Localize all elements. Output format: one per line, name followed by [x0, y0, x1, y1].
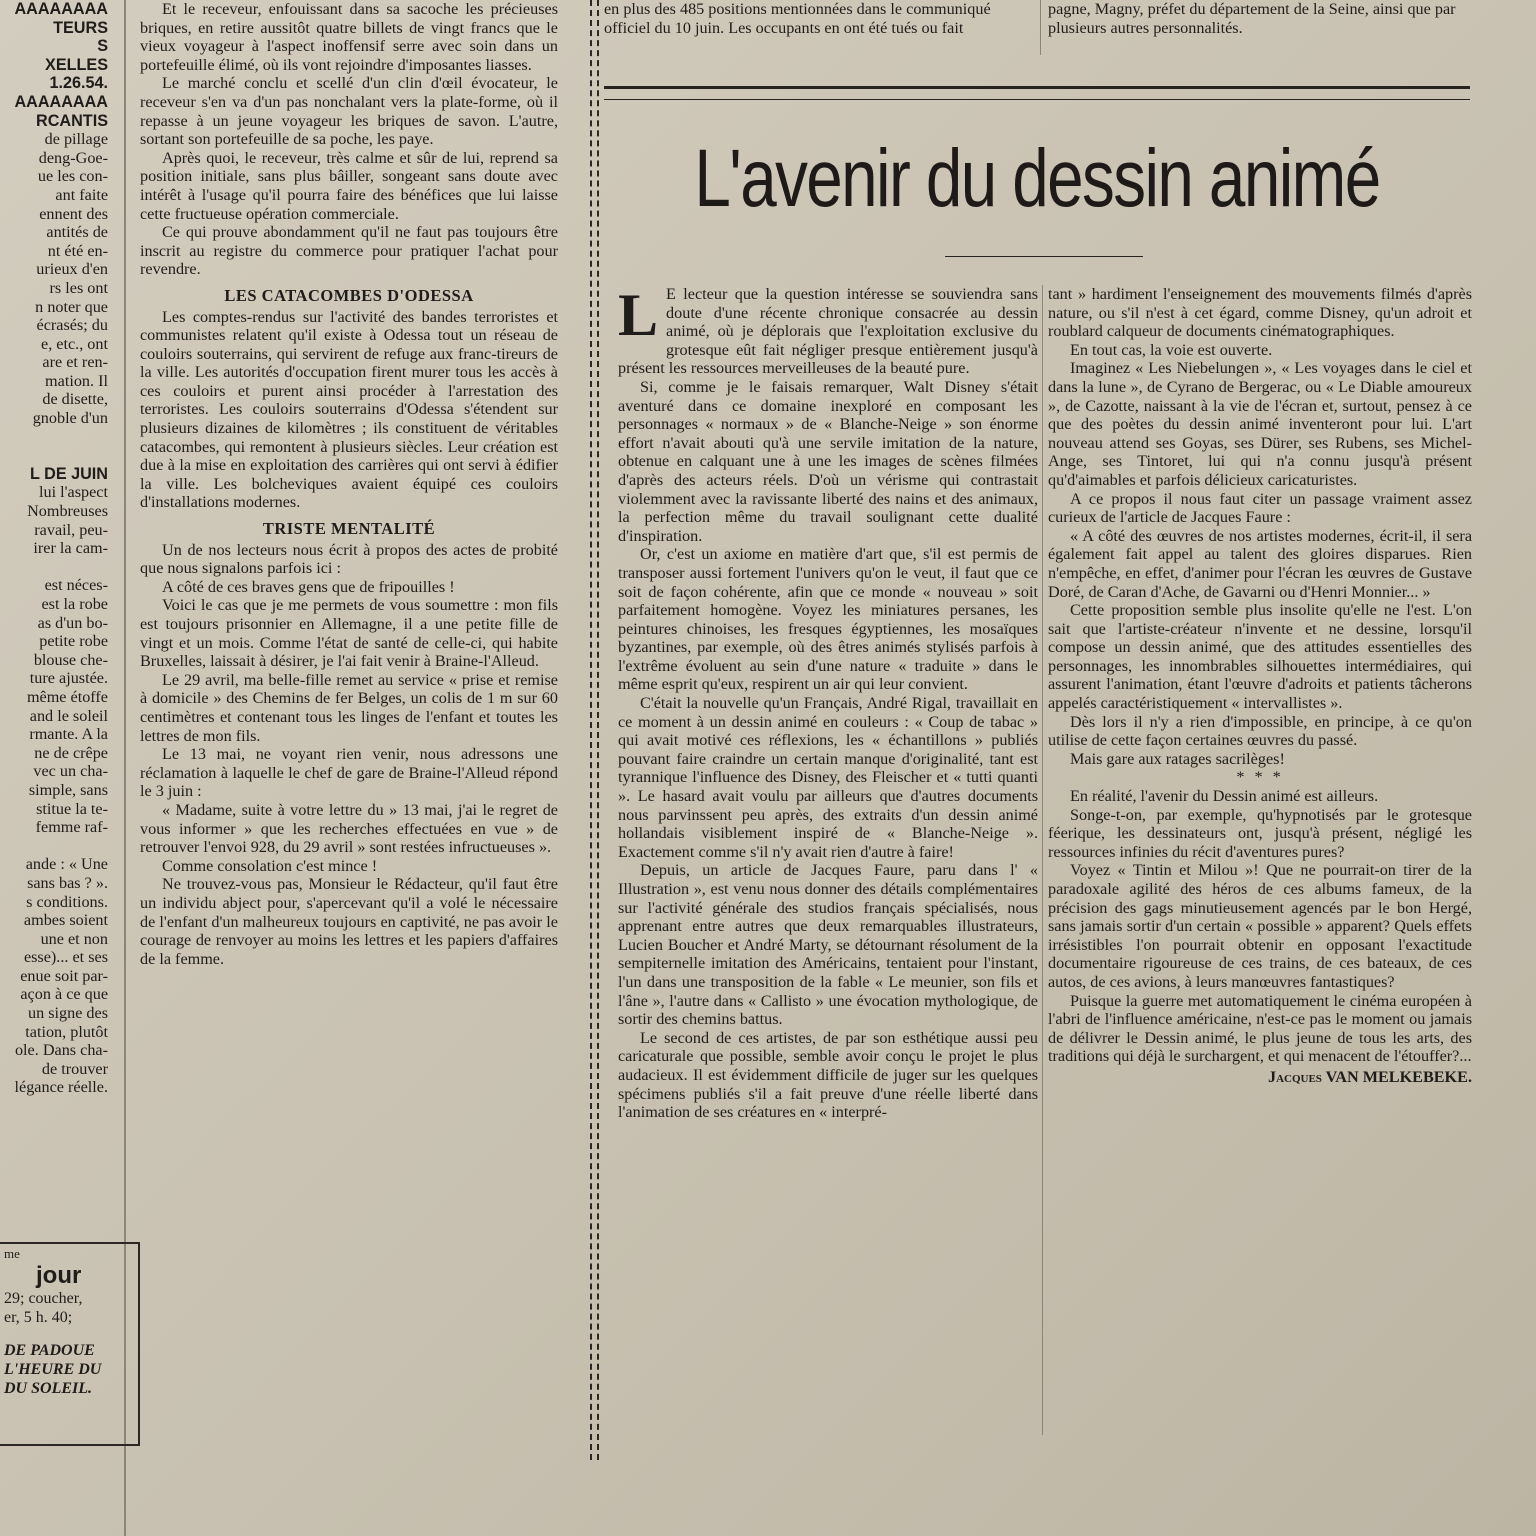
left-column-line: de pillage — [44, 130, 108, 149]
paragraph: A côté de ces braves gens que de fripouilles ! — [162, 577, 455, 596]
heading-triste-mentalite: TRISTE MENTALITÉ — [262, 519, 436, 539]
article-paragraph: C'était la nouvelle qu'un Français, André Rigal, travaillait en ce moment à un dessin animé en couleurs : « Coup de tabac » qui avait motivé ces réflexions, les « échantillons » publiés pouvant faire craindre un certain manque d'originalité, tant est tyrannique l'influence des Disney, des Fleischer et « tutti quanti ». Le hasard avait voulu par ailleurs que d'autres documents nous parvinssent peu après, des extraits d'un dessin animé hollandais visiblement inspiré de « Blanche-Neige ». Exactement comme s'il n'y avait rien d'autre à faire! — [618, 694, 1038, 861]
paragraph: « Madame, suite à votre lettre du » 13 mai, j'ai le regret de vous informer » que les recherches effectuées en vue » de retrouver l'envoi 928, du 29 avril » sont restées infructueuses ». — [140, 800, 558, 857]
left-column-line: est néces- — [44, 576, 108, 595]
left-column-line: Nombreuses — [27, 502, 108, 521]
top-fragment-center-text: en plus des 485 positions mentionnées dans le communiqué officiel du 10 juin. Les occupants en ont été tués ou fait — [604, 0, 991, 37]
article-paragraph: Or, c'est un axiome en matière d'art que, s'il est permis de transposer aussi fortement l'univers qu'on le veut, il faut que ce soit de façon cohérente, afin que ce monde « nouveau » soit parfaitement homogène. Voyez les miniatures persanes, les peintures chinoises, les fresques égyptiennes, les mosaïques byzantines, par exemple, où des êtres animés stylisés parfois à l'extrême évoluent au sein d'une nature « traduite » dans le même esprit qu'eux, respirent un air qui leur convient. — [618, 545, 1038, 694]
paragraph: Le 29 avril, ma belle-fille remet au service « prise et remise à domicile » des Chemins de fer Belges, un colis de 1 m sur 60 centimètres et contenant tous les linges de l'enfant et toutes les lettres de mon fils. — [140, 670, 558, 745]
article-paragraph: Mais gare aux ratages sacrilèges! — [1070, 749, 1285, 768]
paragraph: Un de nos lecteurs nous écrit à propos des actes de probité que nous signalons parfois ici : — [140, 540, 558, 578]
article-paragraph: Imaginez « Les Niebelungen », « Les voyages dans le ciel et dans la lune », de Cyrano de Bergerac, ou « Le Diable amoureux », de Cazotte, naissant à la vie de l'écran et, surtout, pensez à ce que des poètes du dessin animé inventeront pour lui. L'art nouveau attend ses Goyas, ses Dürer, ses Rubens, ses Michel-Ange, ses Tintoret, lui qui n'a connu jusqu'à présent qu'd'aimables et parfois délicieux caricaturistes. — [1048, 359, 1472, 489]
article-paragraph: Le second de ces artistes, de par son esthétique aussi peu caricaturale que possible, semble avoir conçu le projet le plus audacieux. Il est évidemment difficile de juger sur les quelques spécimens publiés s'il a fait preuve d'une réelle liberté dans l'animation de ses créatures en « interpré- — [618, 1028, 1038, 1122]
article-paragraph: Depuis, un article de Jacques Faure, paru dans l' « Illustration », est venu nous donner des détails complémentaires sur l'activité générale des studios français spécialisés, nous apprenant entre autres que deux remarquables illustrateurs, Lucien Boucher et André Marty, se détournant résolument de la sempiternelle imitation des Américains, tentaient pour l'instant, l'un dans une transposition de la fable « Le meunier, son fils et l'âne », l'autre dans « Callisto » une évocation mythologique, de sortir des chemins battus. — [618, 861, 1038, 1029]
paragraph: Après quoi, le receveur, très calme et sûr de lui, reprend sa position initiale, sans plus bâiller, songeant sans doute avec intérêt à l'usage qu'il pourra faire des bénéfices que lui laisse cette fructueuse opération commerciale. — [140, 148, 558, 223]
left-column-line — [0, 446, 108, 465]
left-column-line: deng-Goe- — [38, 148, 108, 167]
article-paragraph: tant » hardiment l'enseignement des mouvements filmés d'après nature, ou s'il n'est à cet égard, comme Disney, qu'un adroit et roublard calqueur de documents cinématographiques. — [1048, 285, 1472, 341]
article-paragraph: En réalité, l'avenir du Dessin animé est ailleurs. — [1070, 787, 1379, 806]
left-column-line: stitue la te- — [36, 799, 108, 818]
paragraph: Comme consolation c'est mince ! — [162, 856, 378, 875]
left-column-line: écrasés; du — [36, 316, 108, 335]
left-column-line: ture ajustée. — [29, 669, 108, 688]
article-paragraph: Songe-t-on, par exemple, qu'hypnotisés par le grotesque féerique, les dessinateurs ont, jusqu'à présent, négligé les ressources infinies du récit d'aventures pures? — [1048, 805, 1472, 861]
left-column-line: est la robe — [41, 595, 108, 613]
paragraph: Ce qui prouve abondamment qu'il ne faut pas toujours être inscrit au registre du commerce pour pratiquer l'achat pour revendre. — [140, 223, 558, 279]
left-column-line: nt été en- — [47, 241, 108, 260]
left-column-line — [0, 428, 108, 447]
left-column-line: un signe des — [27, 1004, 108, 1023]
author-signature: Jacques VAN MELKEBEKE. — [1267, 1067, 1472, 1086]
left-column-line: ravail, peu- — [34, 520, 108, 539]
left-column-line: gnoble d'un — [32, 409, 108, 428]
left-column-line: L DE JUIN — [30, 464, 108, 483]
left-column-line: tation, plutôt — [25, 1022, 108, 1041]
left-column-line: and le soleil — [29, 706, 108, 725]
article-paragraph: Voyez « Tintin et Milou »! Que ne pourrait-on tirer de la paradoxale agilité des héros de ces albums fameux, de la précision des gags minutieusement agencés par le bon Hergé, sans jamais sortir d'un certain « possible » apparent? Quels effets irrésistibles l'on pourrait obtenir en opposant l'exactitude documentaire rigoureuse de ces trains, de ces bateaux, de ces autos, de ces avions, à leurs manœuvres fantastiques? — [1048, 861, 1472, 991]
left-column-line: ennent des — [39, 204, 108, 223]
headline-underline — [945, 256, 1143, 257]
paragraph: Les comptes-rendus sur l'activité des bandes terroristes et communistes relatent qu'il existe à Odessa tout un réseau de couloirs souterrains, qui servirent de refuge aux franc-tireurs de la ville. Les autorités d'occupation firent murer tous les accès à ces couloirs et purent ainsi procéder à l'arrestation des terroristes. Les couloirs souterrains d'Odessa s'étendent sur plusieurs dizaines de kilomètres ; ils constituent de véritables catacombes, qui remontent à plusieurs siècles. Leur création est due à la mise en exploitation des carrières qui ont servi à édifier la ville. Les bolcheviques avaient équipé ces couloirs d'installations modernes. — [140, 307, 558, 512]
almanac-box — [0, 1242, 140, 1446]
briefs-part-3 — [140, 541, 558, 969]
box-jour: jour — [36, 1262, 82, 1289]
briefs-part-1 — [140, 0, 558, 279]
left-column-line: ande : « Une — [25, 855, 108, 874]
paragraph: Et le receveur, enfouissant dans sa sacoche les précieuses briques, en retire aussitôt quatre billets de vingt francs que le vieux voyageur à l'aspect inoffensif serre avec soin dans un portefeuille élimé, où ils vont rejoindre d'imposantes liasses. — [140, 0, 558, 74]
article-column-1 — [618, 282, 1038, 1122]
column-rule-article — [1042, 285, 1043, 1435]
left-column-line: are et ren- — [42, 353, 108, 372]
article-paragraph: Si, comme je le faisais remarquer, Walt Disney s'était aventuré dans ce domaine inexploré en composant les personnages « normaux » de « Blanche-Neige » son énorme effort n'avait abouti qu'à une servile imitation de la nature, obtenue en calquant une à une les images de scènes filmées d'après des acteurs réels. D'où un vérisme qui contrastait violemment avec la ravissante liberté des nains et des animaux, la perfection même du travail soulignant cette dualité d'inspiration. — [618, 377, 1038, 545]
article-paragraph: Dès lors il n'y a rien d'impossible, en principe, à ce qu'on utilise de cette façon certaines œuvres du passé. — [1048, 712, 1472, 750]
left-column-line: vec un cha- — [33, 762, 108, 781]
left-column-line: même étoffe — [26, 687, 108, 706]
paragraph: Le 13 mai, ne voyant rien venir, nous adressons une réclamation à laquelle le chef de gare de Braine-l'Alleud répond le 3 juin : — [140, 745, 558, 801]
box-line-6: DU SOLEIL. — [4, 1380, 93, 1397]
left-column-line: une et non — [40, 929, 108, 948]
left-column-line: as d'un bo- — [37, 613, 108, 632]
ornamental-column-rule-a — [590, 0, 595, 1460]
left-column-line: AAAAAAAA — [14, 92, 108, 111]
left-column-line: simple, sans — [28, 780, 108, 799]
paragraph: Le marché conclu et scellé d'un clin d'œil évocateur, le receveur s'en va d'un pas nonchalant vers la plate-forme, où il repasse à un jeune voyageur les briques de savon. L'autre, sortant son portefeuille de sa poche, les paye. — [140, 74, 558, 149]
left-column-line: rs les ont — [49, 278, 108, 297]
drop-cap: L — [618, 282, 659, 348]
left-column-line: irer la cam- — [33, 539, 108, 558]
left-column-line: légance réelle. — [14, 1078, 108, 1097]
article-paragraph: E lecteur que la question intéresse se souviendra sans doute d'une récente chronique consacrée au dessin animé, où je déplorais que l'exploitation exclusive du grotesque eût fait négliger presque entièrement jusqu'à présent les ressources merveilleuses de la beauté pure. — [618, 285, 1038, 378]
left-column-line: 1.26.54. — [49, 74, 108, 93]
box-line-1: me — [4, 1246, 20, 1261]
article-top-rule — [604, 86, 1470, 100]
top-fragment-center — [604, 0, 1034, 37]
article-column-2 — [1048, 285, 1472, 1087]
left-column-line: e, etc., ont — [41, 334, 108, 353]
left-column-line: de disette, — [42, 390, 108, 409]
left-column-line: ambes soient — [23, 911, 108, 930]
left-column-line: mation. Il — [45, 371, 108, 390]
left-column-line: rmante. A la — [29, 725, 108, 744]
left-column-line: esse)... et ses — [23, 948, 108, 967]
ornamental-column-rule-b — [597, 0, 602, 1460]
left-column-line: S — [97, 37, 108, 56]
top-fragment-right — [1048, 0, 1472, 37]
article-paragraph: Puisque la guerre met automatiquement le cinéma européen à l'abri de l'influence américaine, n'est-ce pas le moment ou jamais de délivrer le Dessin animé, le plus jeune de tous les arts, des traditions qui déjà le surchargent, et qui menacent de l'étouffer?... — [1048, 991, 1472, 1066]
article-paragraph: « A côté des œuvres de nos artistes modernes, écrit-il, il sera également fait appel au talent des gloires disparues. Rien n'empêche, en effet, d'animer pour l'écran les œuvres de Gustave Doré, de Caran d'Ache, de Gavarni ou d'Henri Monnier... » — [1048, 526, 1472, 601]
left-column-line — [0, 558, 108, 577]
left-column-line: urieux d'en — [36, 260, 108, 279]
left-column-line: ant faite — [55, 185, 108, 204]
left-column-line — [0, 837, 108, 856]
left-column-line: antités de — [46, 223, 108, 242]
left-column-line: femme raf- — [35, 818, 108, 837]
paragraph: Ne trouvez-vous pas, Monsieur le Rédacteur, qu'il faut être un individu abject pour, s'apercevant qu'il a volé le nécessaire de l'enfant d'un malheureux toujours en captivité, ne pas avoir le courage de renvoyer au moins les lettres et les papiers d'affaires de la femme. — [140, 875, 558, 968]
column-rule-top — [1040, 0, 1041, 55]
column-news-briefs — [140, 0, 558, 968]
left-column-line: ne de crêpe — [34, 743, 108, 762]
paragraph: Voici le cas que je me permets de vous soumettre : mon fils est toujours prisonnier en Allemagne, il a une petite fille de vingt et un mois. Comme l'état de santé de celle-ci, qui habite Bruxelles, laissait à désirer, je l'ai fait venir à Braine-l'Alleud. — [140, 596, 558, 671]
left-column-line: de trouver — [41, 1059, 108, 1078]
left-partial-column — [0, 0, 108, 1097]
left-column-line: s conditions. — [26, 892, 108, 911]
article-column-2-body-2 — [1048, 787, 1472, 1066]
left-column-line: sans bas ? ». — [27, 873, 108, 892]
left-column-line: n noter que — [35, 297, 108, 316]
article-column-2-body — [1048, 285, 1472, 768]
article-paragraph: Cette proposition semble plus insolite qu'elle ne l'est. L'on sait que l'artiste-créateur n'invente et ne dessine, lorsqu'il compose un dessin animé, que des attitudes essentielles des personnages, les innombrables silhouettes intermédiaires, qui assurent l'animation, étant l'œuvre d'adroits et patients tâcherons appelés caractéristiquement « intervallistes ». — [1048, 601, 1472, 713]
article-paragraph: A ce propos il nous faut citer un passage vraiment assez curieux de l'article de Jacques Faure : — [1048, 489, 1472, 527]
left-column-line: lui l'aspect — [39, 483, 108, 502]
article-headline: L'avenir du dessin animé — [694, 133, 1380, 224]
article-column-1-body — [618, 282, 1038, 1122]
left-column-line: ue les con- — [37, 167, 108, 186]
left-column-line: enue soit par- — [20, 966, 108, 985]
left-column-line: blouse che- — [33, 650, 108, 669]
left-column-line: açon à ce que — [20, 985, 108, 1004]
left-column-line: XELLES — [45, 55, 108, 74]
box-line-3: er, 5 h. 40; — [4, 1309, 73, 1326]
heading-catacombes: LES CATACOMBES D'ODESSA — [224, 285, 474, 305]
left-column-line: TEURS — [53, 18, 108, 37]
box-line-2: 29; coucher, — [4, 1290, 83, 1307]
left-column-line: ole. Dans cha- — [14, 1041, 108, 1060]
left-column-line: RCANTIS — [36, 111, 108, 130]
top-fragment-right-text: pagne, Magny, préfet du département de la Seine, ainsi que par plusieurs autres personnalités. — [1048, 0, 1456, 37]
left-column-line: AAAAAAAA — [14, 0, 108, 18]
box-line-5: L'HEURE DU — [4, 1361, 102, 1378]
article-paragraph: En tout cas, la voie est ouverte. — [1070, 340, 1273, 359]
briefs-part-2 — [140, 308, 558, 513]
box-line-4: DE PADOUE — [4, 1342, 95, 1359]
section-stars: * * * — [1236, 768, 1284, 787]
left-column-line: petite robe — [39, 632, 108, 651]
